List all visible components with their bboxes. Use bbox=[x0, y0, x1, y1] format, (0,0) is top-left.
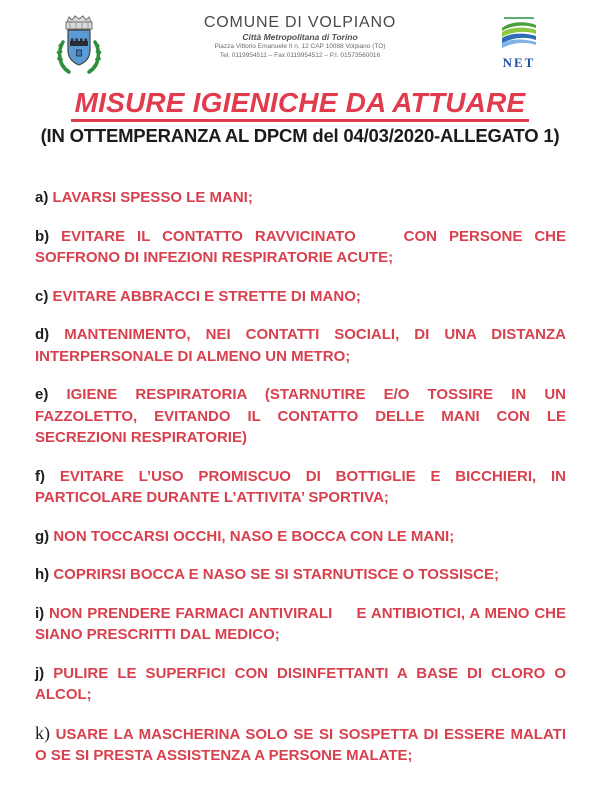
contacts-line: Tel. 0119954511 – Fax 0119954512 – P.I. 01573560016 bbox=[219, 51, 381, 59]
page-title: MISURE IGIENICHE DA ATTUARE bbox=[71, 88, 530, 122]
item-text: IGIENE RESPIRATORIA (STARNUTIRE E/O TOSSIRE IN UN FAZZOLETTO, EVITANDO IL CONTATTO DELLE MANI CON LE SECREZIONI RESPIRATORIE) bbox=[35, 386, 566, 446]
list-item bbox=[35, 564, 566, 586]
list-item bbox=[35, 663, 566, 706]
address-line: Piazza Vittorio Emanuele II n. 12 CAP 10088 Volpiano (TO) bbox=[214, 43, 386, 50]
item-text: EVITARE L’USO PROMISCUO DI BOTTIGLIE E BICCHIERI, IN PARTICOLARE DURANTE L’ATTIVITA’ SPORTIVA; bbox=[35, 467, 566, 506]
item-text: COPRIRSI BOCCA E NASO SE SI STARNUTISCE O TOSSISCE; bbox=[53, 566, 499, 583]
item-text: NON PRENDERE FARMACI ANTIVIRALI E ANTIBIOTICI, A MENO CHE SIANO PRESCRITTI DAL MEDICO; bbox=[35, 604, 567, 643]
metro-line: Città Metropolitana di Torino bbox=[242, 32, 358, 42]
item-text: USARE LA MASCHERINA SOLO SE SI SOSPETTA DI ESSERE MALATI O SE SI PRESTA ASSISTENZA A PERSONE MALATE; bbox=[35, 725, 566, 764]
measures-list bbox=[35, 187, 566, 767]
item-text: PULIRE LE SUPERFICI CON DISINFETTANTI A BASE DI CLORO O ALCOL; bbox=[35, 664, 566, 703]
item-text: MANTENIMENTO, NEI CONTATTI SOCIALI, DI UNA DISTANZA INTERPERSONALE DI ALMENO UN METRO; bbox=[35, 326, 566, 365]
item-label: d) bbox=[35, 326, 50, 343]
net-logo-icon bbox=[496, 16, 542, 52]
list-item bbox=[35, 526, 566, 548]
item-label: f) bbox=[35, 467, 45, 485]
list-item bbox=[35, 603, 566, 646]
list-item bbox=[35, 226, 566, 269]
item-text: EVITARE IL CONTATTO RAVVICINATO CON PERSONE CHE SOFFRONO DI INFEZIONI RESPIRATORIE ACUTE; bbox=[35, 227, 567, 266]
document-header bbox=[0, 0, 600, 78]
item-label: a) bbox=[35, 189, 49, 206]
item-text: LAVARSI SPESSO LE MANI; bbox=[52, 189, 253, 206]
list-item bbox=[35, 187, 566, 209]
page-subtitle: (IN OTTEMPERANZA AL DPCM del 04/03/2020-ALLEGATO 1) bbox=[40, 125, 560, 146]
item-text: NON TOCCARSI OCCHI, NASO E BOCCA CON LE MANI; bbox=[53, 527, 455, 545]
item-label: g) bbox=[35, 527, 50, 545]
list-item bbox=[35, 324, 566, 367]
header-text-block bbox=[120, 14, 480, 60]
commune-name: COMUNE DI VOLPIANO bbox=[203, 14, 397, 31]
item-label: c) bbox=[35, 287, 49, 305]
net-logo-text: NET bbox=[502, 55, 536, 70]
item-label: k) bbox=[35, 722, 50, 743]
item-label: b) bbox=[35, 227, 50, 245]
list-item bbox=[35, 384, 566, 449]
item-text: EVITARE ABBRACCI E STRETTE DI MANO; bbox=[52, 287, 361, 305]
list-item bbox=[35, 723, 566, 767]
item-label: e) bbox=[35, 386, 49, 403]
list-item bbox=[35, 286, 566, 308]
list-item bbox=[35, 466, 566, 509]
net-logo bbox=[496, 16, 542, 69]
item-label: i) bbox=[35, 604, 45, 622]
item-label: j) bbox=[35, 664, 45, 682]
item-label: h) bbox=[35, 566, 50, 583]
volpiano-coat-of-arms-icon bbox=[53, 12, 105, 81]
